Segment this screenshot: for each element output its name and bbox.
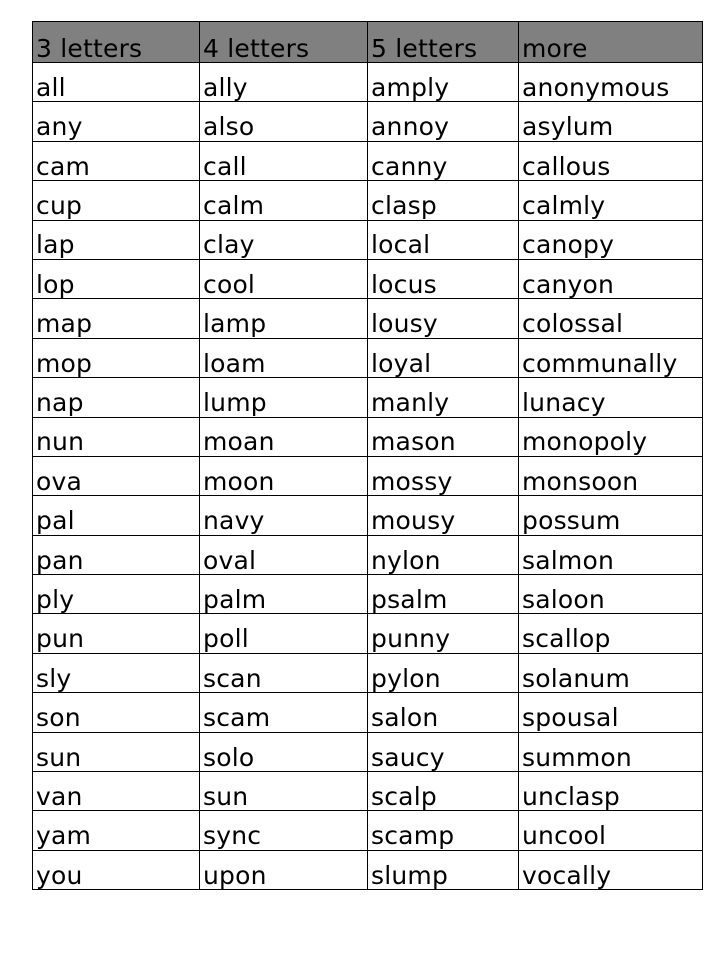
word-cell: calm <box>200 181 368 220</box>
table-row <box>33 378 703 417</box>
header-row <box>33 22 703 63</box>
word-cell: communally <box>519 338 703 377</box>
word-cell: clay <box>200 220 368 259</box>
word-cell: canny <box>368 141 519 180</box>
column-header-3-letters: 3 letters <box>33 22 200 63</box>
word-cell: ally <box>200 63 368 102</box>
table-row <box>33 693 703 732</box>
word-cell: nun <box>33 417 200 456</box>
word-cell: local <box>368 220 519 259</box>
word-cell: callous <box>519 141 703 180</box>
word-cell: scamp <box>368 811 519 850</box>
word-cell: colossal <box>519 299 703 338</box>
word-cell: navy <box>200 496 368 535</box>
word-cell: salmon <box>519 535 703 574</box>
word-cell: scalp <box>368 772 519 811</box>
word-cell: mason <box>368 417 519 456</box>
column-header-more: more <box>519 22 703 63</box>
word-cell: mop <box>33 338 200 377</box>
word-cell: lop <box>33 259 200 298</box>
word-cell: moon <box>200 456 368 495</box>
word-cell: nap <box>33 378 200 417</box>
table-row <box>33 63 703 102</box>
word-cell: scam <box>200 693 368 732</box>
word-cell: mossy <box>368 456 519 495</box>
word-cell: unclasp <box>519 772 703 811</box>
table-row <box>33 575 703 614</box>
table-row <box>33 141 703 180</box>
word-cell: salon <box>368 693 519 732</box>
word-cell: oval <box>200 535 368 574</box>
word-cell: also <box>200 102 368 141</box>
column-header-5-letters: 5 letters <box>368 22 519 63</box>
word-cell: van <box>33 772 200 811</box>
word-cell: manly <box>368 378 519 417</box>
word-cell: calmly <box>519 181 703 220</box>
word-cell: solanum <box>519 653 703 692</box>
table-row <box>33 653 703 692</box>
word-cell: cool <box>200 259 368 298</box>
table-row <box>33 102 703 141</box>
table-row <box>33 614 703 653</box>
word-cell: cup <box>33 181 200 220</box>
word-cell: solo <box>200 732 368 771</box>
word-cell: pun <box>33 614 200 653</box>
word-cell: punny <box>368 614 519 653</box>
word-cell: sun <box>33 732 200 771</box>
word-cell: scallop <box>519 614 703 653</box>
word-cell: annoy <box>368 102 519 141</box>
word-cell: saucy <box>368 732 519 771</box>
word-table <box>32 21 703 890</box>
table-row <box>33 732 703 771</box>
word-cell: sly <box>33 653 200 692</box>
word-cell: pylon <box>368 653 519 692</box>
table-row <box>33 456 703 495</box>
word-cell: mousy <box>368 496 519 535</box>
word-cell: spousal <box>519 693 703 732</box>
word-cell: lunacy <box>519 378 703 417</box>
word-cell: summon <box>519 732 703 771</box>
table-row <box>33 772 703 811</box>
table-row <box>33 850 703 889</box>
word-cell: scan <box>200 653 368 692</box>
word-cell: map <box>33 299 200 338</box>
word-cell: call <box>200 141 368 180</box>
word-cell: lap <box>33 220 200 259</box>
table-row <box>33 259 703 298</box>
table-row <box>33 338 703 377</box>
word-cell: vocally <box>519 850 703 889</box>
word-cell: possum <box>519 496 703 535</box>
word-cell: anonymous <box>519 63 703 102</box>
word-cell: upon <box>200 850 368 889</box>
word-cell: monopoly <box>519 417 703 456</box>
word-cell: monsoon <box>519 456 703 495</box>
word-cell: poll <box>200 614 368 653</box>
table-row <box>33 811 703 850</box>
word-cell: loyal <box>368 338 519 377</box>
word-cell: ova <box>33 456 200 495</box>
word-cell: nylon <box>368 535 519 574</box>
word-cell: sync <box>200 811 368 850</box>
word-cell: pal <box>33 496 200 535</box>
table-row <box>33 535 703 574</box>
word-cell: lump <box>200 378 368 417</box>
word-cell: all <box>33 63 200 102</box>
word-cell: loam <box>200 338 368 377</box>
word-cell: moan <box>200 417 368 456</box>
word-cell: asylum <box>519 102 703 141</box>
table-row <box>33 181 703 220</box>
word-cell: lamp <box>200 299 368 338</box>
word-cell: yam <box>33 811 200 850</box>
word-cell: you <box>33 850 200 889</box>
word-cell: saloon <box>519 575 703 614</box>
table-row <box>33 417 703 456</box>
table-row <box>33 299 703 338</box>
word-cell: pan <box>33 535 200 574</box>
word-cell: son <box>33 693 200 732</box>
word-cell: ply <box>33 575 200 614</box>
word-cell: cam <box>33 141 200 180</box>
word-cell: canopy <box>519 220 703 259</box>
word-cell: slump <box>368 850 519 889</box>
word-cell: clasp <box>368 181 519 220</box>
table-row <box>33 496 703 535</box>
table-row <box>33 220 703 259</box>
word-cell: any <box>33 102 200 141</box>
word-cell: uncool <box>519 811 703 850</box>
column-header-4-letters: 4 letters <box>200 22 368 63</box>
word-cell: sun <box>200 772 368 811</box>
word-cell: palm <box>200 575 368 614</box>
table-header <box>33 22 703 63</box>
word-cell: locus <box>368 259 519 298</box>
word-cell: psalm <box>368 575 519 614</box>
word-cell: canyon <box>519 259 703 298</box>
word-cell: amply <box>368 63 519 102</box>
word-cell: lousy <box>368 299 519 338</box>
table-body <box>33 63 703 890</box>
